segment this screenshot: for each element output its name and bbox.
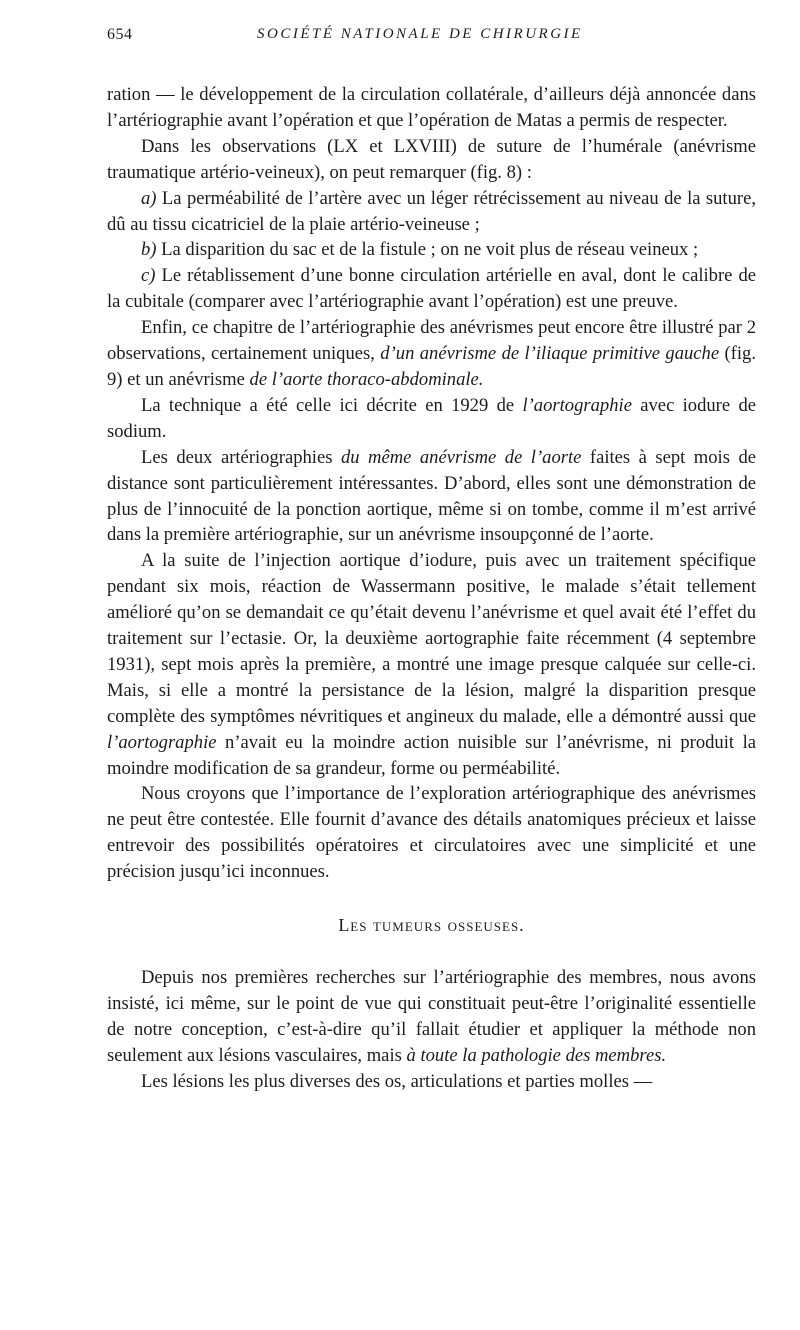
paragraph-text: Les lésions les plus diverses des os, articulations et parties molles — [141, 1070, 653, 1092]
italic-text: l’aortographie [522, 394, 632, 416]
italic-text: d’un anévrisme de l’iliaque primitive gauche [380, 343, 720, 365]
italic-text: du même anévrisme de l’aorte [340, 446, 582, 468]
paragraph [107, 315, 756, 393]
paragraph [107, 781, 756, 885]
paragraph [107, 965, 756, 1069]
body-text [107, 82, 756, 1095]
italic-text: a) [141, 187, 157, 209]
running-head [107, 26, 756, 54]
italic-text: de l’aorte thoraco-abdominale. [249, 368, 484, 390]
paragraph [107, 1069, 756, 1095]
italic-text: c) [141, 265, 156, 287]
paragraphs-before [107, 82, 756, 885]
paragraph-text: avec iodure de sodium. [107, 394, 756, 442]
paragraph-text: Dans les observations (LX et LXVIII) de suture de l’humérale (anévrisme traumatique artério-veineux), on peut remarquer (fig. 8) : [107, 135, 756, 183]
paragraph-text: Depuis nos premières recherches sur l’artériographie des membres, nous avons insisté, ici même, sur le point de vue qui constituait peut-être l’originalité essentielle de notre conception, c’est-à-dire qu’il fallait étudier et appliquer la méthode non seulement aux lésions vasculaires, mais [107, 967, 756, 1066]
paragraph [107, 548, 756, 781]
section-heading: Les tumeurs osseuses. [338, 915, 525, 936]
paragraph-text: Les deux artériographies [141, 446, 341, 468]
paragraph [107, 82, 756, 134]
paragraph [107, 393, 756, 445]
paragraph-text: La disparition du sac et de la fistule ; on ne voit plus de réseau veineux ; [156, 239, 699, 261]
paragraph-text: ration — le développement de la circulation collatérale, d’ailleurs déjà annoncée dans l’artériographie avant l’opération et que l’opération de Matas a permis de respecter. [107, 84, 756, 131]
italic-text: l’aortographie [107, 731, 217, 753]
paragraph [107, 134, 756, 186]
paragraph-text: La perméabilité de l’artère avec un léger rétrécissement au niveau de la suture, dû au tissu cicatriciel de la plaie artério-veineuse ; [107, 187, 756, 235]
journal-title: SOCIÉTÉ NATIONALE DE CHIRURGIE [257, 26, 583, 42]
paragraph-text: La technique a été celle ici décrite en 1929 de [141, 394, 523, 416]
italic-text: à toute la pathologie des membres. [406, 1044, 667, 1066]
paragraph [107, 237, 756, 263]
paragraph [107, 186, 756, 238]
paragraph-text: n’avait eu la moindre action nuisible sur l’anévrisme, ni produit la moindre modification de sa grandeur, forme ou perméabilité. [107, 731, 756, 779]
paragraph-text: Enfin, ce chapitre de l’artériographie des anévrismes peut encore être illustré par 2 observations, certainement uniques, [107, 317, 756, 365]
italic-text: b) [141, 239, 157, 261]
page-number: 654 [107, 26, 133, 43]
paragraph [107, 445, 756, 549]
paragraph-text: Le rétablissement d’une bonne circulation artérielle en aval, dont le calibre de la cubitale (comparer avec l’artériographie avant l’opération) est une preuve. [107, 265, 756, 313]
paragraph [107, 263, 756, 315]
paragraph-text: A la suite de l’injection aortique d’iodure, puis avec un traitement spécifique pendant six mois, réaction de Wassermann positive, le malade s’était tellement amélioré qu’on se demandait ce qu’était devenu l’anévrisme et quel avait été l’effet du traitement sur l’ectasie. Or, la deuxième aortographie faite récemment (4 septembre 1931), sept mois après la première, a montré une image presque calquée sur celle-ci. Mais, si elle a montré la persistance de la lésion, malgré la disparition presque complète des symptômes névritiques et angineux du malade, elle a démontré aussi que [107, 550, 756, 727]
paragraph-text: Nous croyons que l’importance de l’exploration artériographique des anévrismes ne peut être contestée. Elle fournit d’avance des détails anatomiques précieux et laisse entrevoir des possibilités opératoires et circulatoires avec une simplicité et une précision jusqu’ici inconnues. [107, 783, 756, 883]
paragraph-text: faites à sept mois de distance sont particulièrement intéressantes. D’abord, elles sont une démonstration de plus de l’innocuité de la ponction aortique, même si on tombe, comme il m’est arrivé dans la première artériographie, sur un anévrisme insoupçonné de l’aorte. [107, 446, 756, 546]
paragraph-text: (fig. 9) et un anévrisme [107, 343, 756, 390]
paragraphs-after [107, 965, 756, 1095]
